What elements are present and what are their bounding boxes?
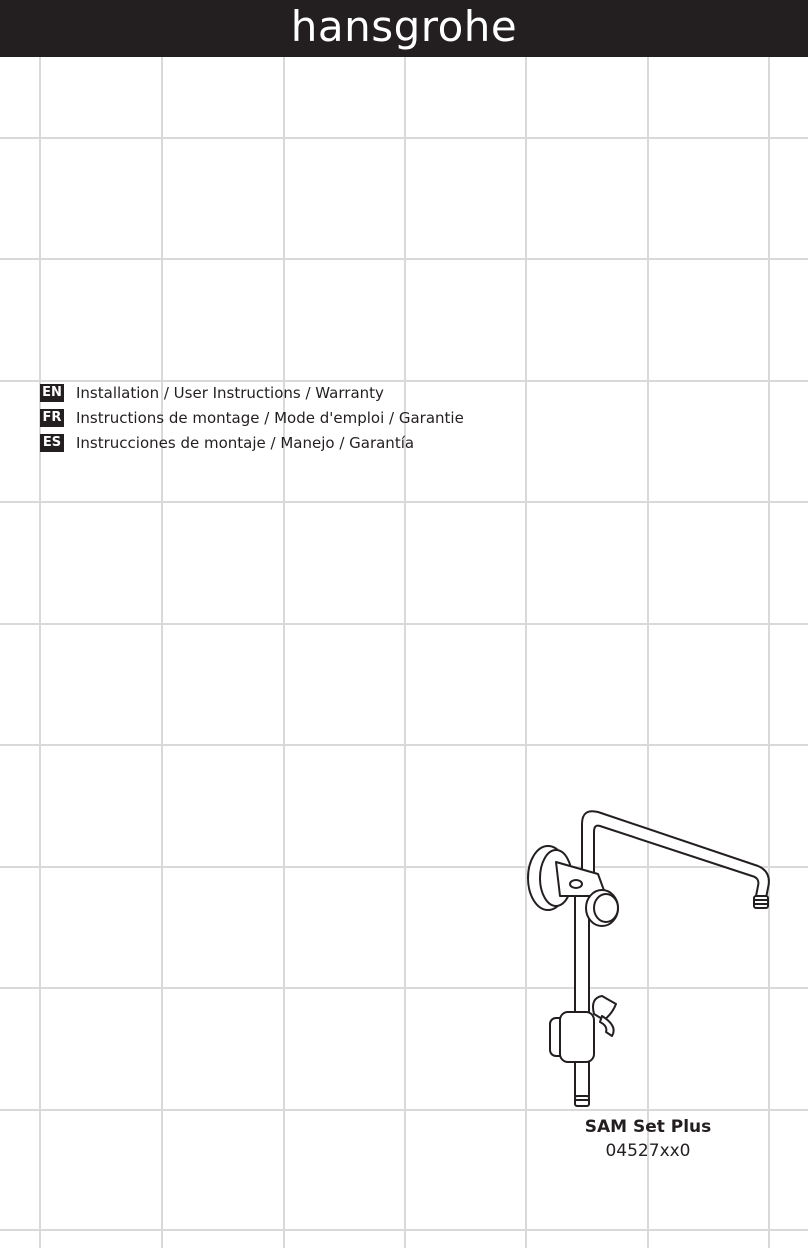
shower-rail-set-icon [520, 800, 780, 1110]
product-info [560, 1115, 736, 1163]
language-row-fr [40, 405, 464, 430]
language-title: Installation / User Instructions / Warranty [76, 383, 384, 402]
language-code-badge: ES [40, 434, 64, 452]
product-number: 04527xx0 [605, 1141, 691, 1161]
language-title: Instrucciones de montaje / Manejo / Garantía [76, 433, 415, 452]
header-bar [0, 0, 808, 57]
product-name: SAM Set Plus [584, 1117, 712, 1137]
language-title: Instructions de montage / Mode d'emploi / Garantie [76, 408, 464, 427]
language-row-en [40, 380, 464, 405]
language-list [40, 380, 464, 455]
brand-logo: hansgrohe [290, 2, 518, 51]
language-row-es [40, 430, 464, 455]
language-code-badge: FR [40, 409, 64, 427]
language-code-badge: EN [40, 384, 64, 402]
